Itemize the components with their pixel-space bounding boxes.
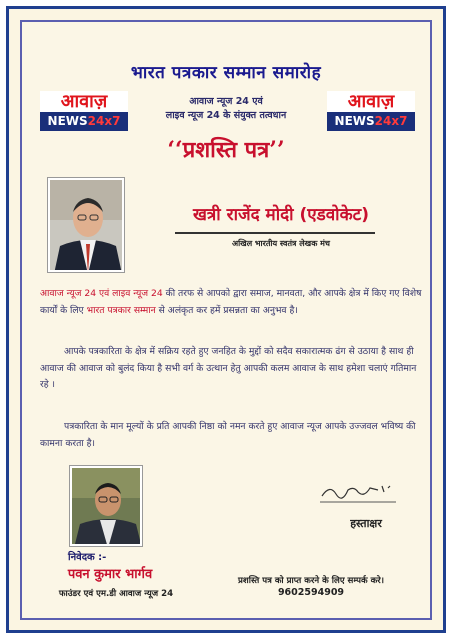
contact-phone: 9602594909 [277, 587, 345, 598]
sender-name: पवन कुमार भार्गव [67, 567, 153, 582]
sender-prefix: निवेदक :- [68, 552, 107, 563]
name-underline [175, 232, 375, 234]
event-title: भारत पत्रकार सम्मान समारोह [130, 63, 322, 83]
sender-photo [70, 466, 142, 546]
honoree-title: अखिल भारतीय स्वतंत्र लेखक मंच [231, 239, 331, 248]
signature-label: हस्ताक्षर [350, 517, 382, 530]
honoree-name: खत्री राजेंद मोदी (एडवोकेट) [193, 205, 369, 225]
honoree-photo [48, 178, 124, 272]
certificate-title: ‘‘प्रशस्ति पत्र’’ [167, 137, 285, 163]
news-logo-left [40, 91, 128, 131]
logo-bottom-text: NEWS24x7 [40, 112, 128, 131]
body-paragraph-3: पत्रकारिता के मान मूल्यों के प्रति आपकी निष्ठा को नमन करते हुए आवाज न्यूज आपके उज्जवल भविष्य की कामना करता है। [40, 421, 416, 449]
signature-mark [318, 478, 398, 506]
logo-top-text: आवाज़ [40, 91, 128, 112]
body-paragraph-1: आवाज न्यूज 24 एवं लाइव न्यूज 24 की तरफ से आपको द्वारा समाज, मानवता, और आपके क्षेत्र में किए गए विशेष कार्यों के लिए भारत पत्रकार सम्मान से अलंकृत कर हमें प्रसन्नता का अनुभव है। [40, 288, 422, 316]
body-paragraph-2: आपके पत्रकारिता के क्षेत्र में सक्रिय रहते हुए जनहित के मुद्दों को सदैव सकारात्मक ढंग से उठाया है साथ ही आवाज की आवाज को बुलंद किया है सभी वर्ग के उत्थान हेतु आपकी कलम आवाज के साथ हमेशा चलाएं गतिमान रहे । [40, 346, 417, 390]
logo-bottom-text: NEWS24x7 [327, 112, 415, 131]
organizer-text [130, 95, 322, 123]
news-logo-right [327, 91, 415, 131]
organizer-line-1: आवाज न्यूज 24 एवं [189, 96, 263, 107]
sender-role: फाउंडर एवं एम.डी आवाज न्यूज 24 [58, 589, 174, 599]
logo-top-text: आवाज़ [327, 91, 415, 112]
contact-note: प्रशस्ति पत्र को प्राप्त करने के लिए सम्पर्क करे। [238, 576, 384, 586]
organizer-line-2: लाइव न्यूज 24 के संयुक्त तत्वधान [165, 110, 287, 121]
